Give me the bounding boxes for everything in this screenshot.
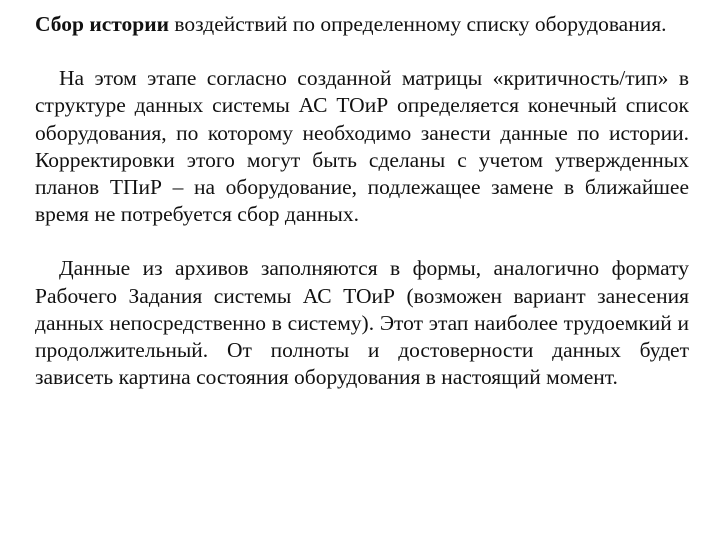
heading-paragraph bbox=[35, 11, 689, 38]
heading-bold-text: Сбор истории bbox=[35, 12, 170, 36]
body-paragraph-2: Данные из архивов заполняются в формы, аналогично формату Рабочего Задания системы АС ТОиР (возможен вариант занесения данных непосредственно в систему). Этот этап наиболее трудоемкий и продолжительный. От полноты и достоверности данных будет зависеть картина состояния оборудования в настоящий момент. bbox=[35, 256, 689, 390]
heading-rest-text: воздействий по определенному списку оборудования. bbox=[169, 12, 667, 36]
body-paragraph-1: На этом этапе согласно созданной матрицы «критичность/тип» в структуре данных системы АС ТОиР определяется конечный список оборудования, по которому необходимо занести данные по истории. Корректировки этого могут быть сделаны с учетом утвержденных планов ТПиР – на оборудование, подлежащее замене в ближайшее время не потребуется сбор данных. bbox=[35, 66, 689, 227]
